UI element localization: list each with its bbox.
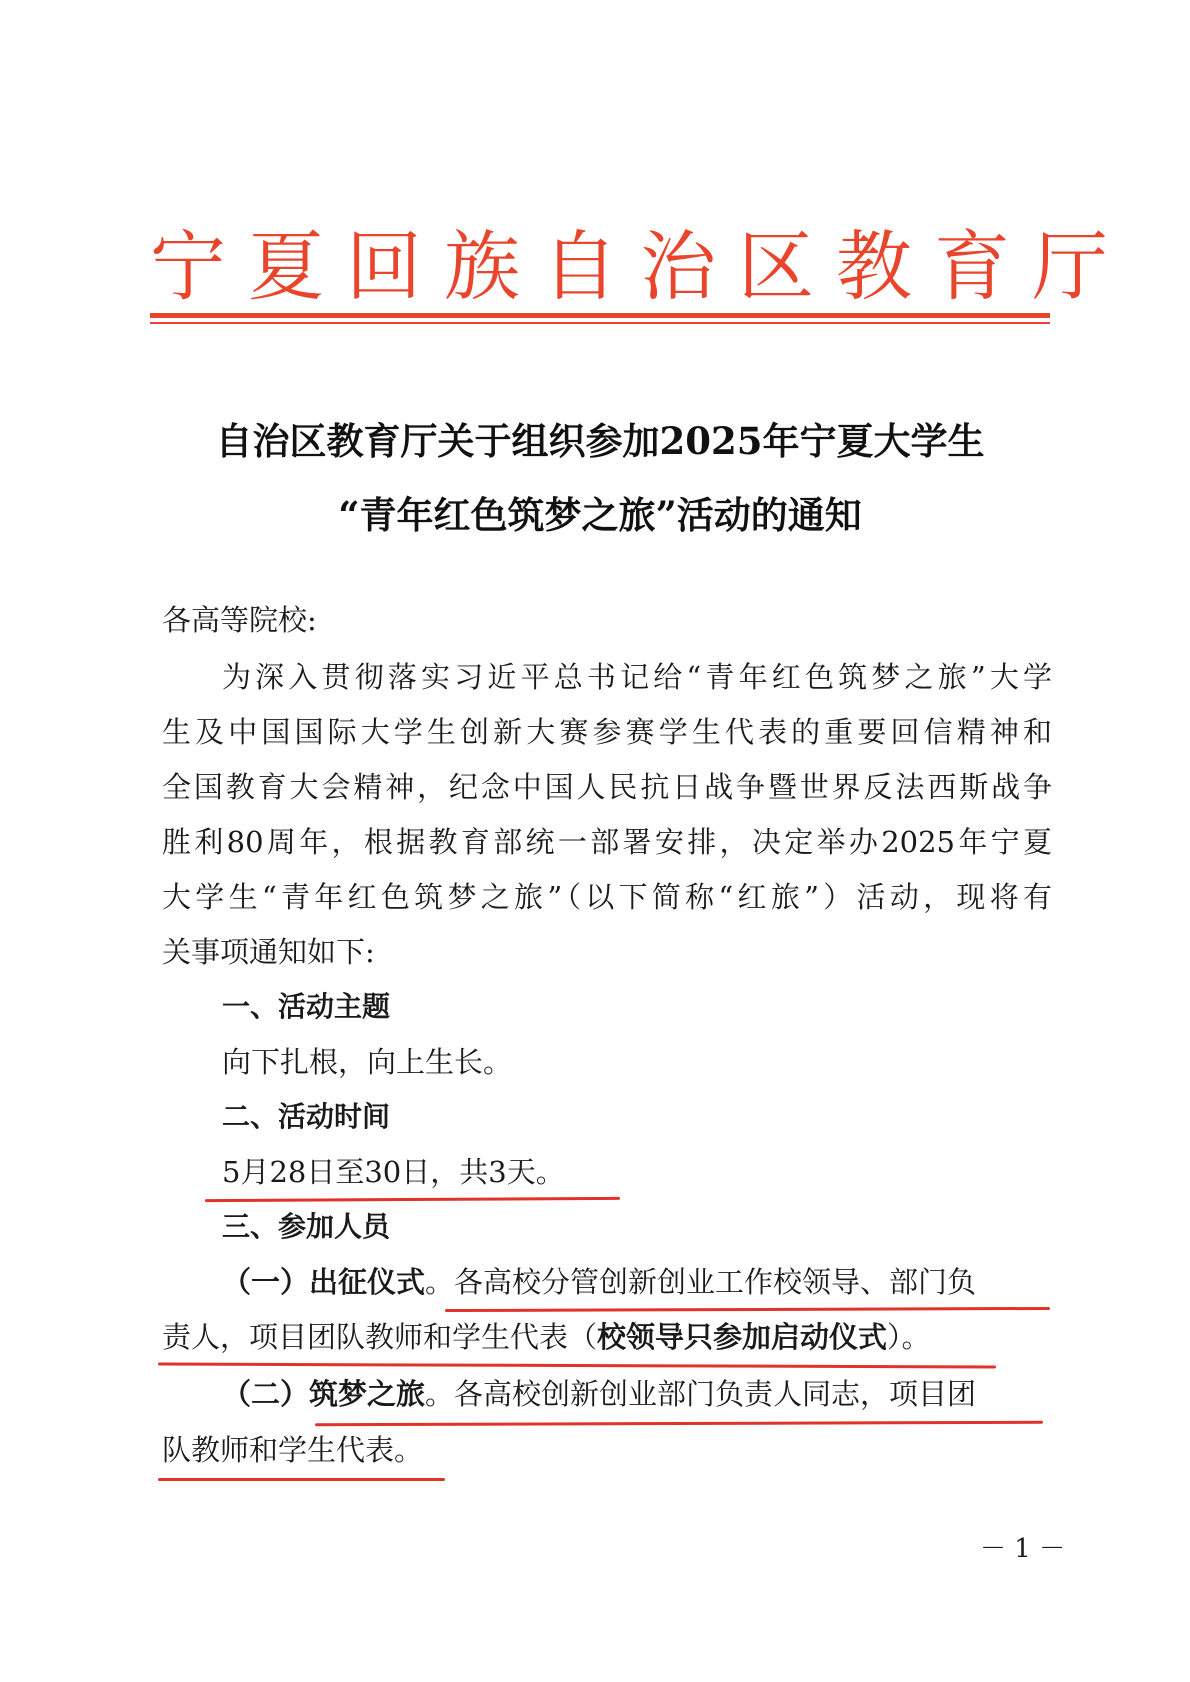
annotation-underline-5	[158, 1478, 445, 1481]
item1-label: （一）出征仪式	[222, 1265, 426, 1299]
item1-line2-bold: 校领导只参加启动仪式	[597, 1320, 888, 1354]
intro-line-1: 为深入贯彻落实习近平总书记给“青年红色筑梦之旅”大学	[222, 660, 1052, 694]
section3-item2-line1	[222, 1372, 1112, 1416]
section1-heading: 一、活动主题	[222, 990, 391, 1023]
annotation-underline-3	[158, 1363, 996, 1369]
intro-line-3: 全国教育大会精神，纪念中国人民抗日战争暨世界反法西斯战争	[162, 770, 1052, 804]
intro-line-6: 关事项通知如下:	[162, 935, 375, 969]
intro-line-5: 大学生“青年红色筑梦之旅”（以下简称“红旅”）活动，现将有	[162, 880, 1052, 914]
section3-item1-line2	[162, 1315, 1052, 1359]
annotation-underline-4	[315, 1421, 1043, 1427]
item2-label: （二）筑梦之旅	[222, 1377, 426, 1411]
item1-text: 。各高校分管创新创业工作校领导、部门负	[425, 1265, 977, 1299]
document-title-line2: “青年红色筑梦之旅”活动的通知	[338, 493, 862, 537]
letterhead-title: 宁夏回族自治区教育厅	[150, 222, 1130, 311]
intro-line-4: 胜利80周年，根据教育部统一部署安排，决定举办2025年宁夏	[162, 825, 1052, 859]
item2-text: 。各高校创新创业部门负责人同志，项目团	[425, 1377, 977, 1411]
item1-line2-text: 责人，项目团队教师和学生代表（	[162, 1320, 598, 1354]
letterhead-rule-thick	[150, 313, 1050, 318]
section3-item1-line1	[222, 1260, 1112, 1304]
item1-line2-end: ）。	[887, 1320, 931, 1354]
annotation-underline-2	[445, 1307, 1050, 1312]
section2-text: 5月28日至30日，共3天。	[222, 1155, 565, 1189]
section2-heading: 二、活动时间	[222, 1100, 391, 1133]
letterhead-rule-thin	[150, 322, 1050, 324]
annotation-underline-1	[205, 1197, 620, 1202]
section3-item2-line2: 队教师和学生代表。	[162, 1433, 424, 1467]
intro-line-2: 生及中国国际大学生创新大赛参赛学生代表的重要回信精神和	[162, 715, 1052, 749]
section1-text: 向下扎根，向上生长。	[222, 1045, 513, 1079]
salutation: 各高等院校:	[162, 603, 317, 637]
section3-heading: 三、参加人员	[222, 1210, 391, 1243]
document-title-line1: 自治区教育厅关于组织参加2025年宁夏大学生	[215, 419, 985, 463]
page-number: － 1 －	[980, 1534, 1066, 1564]
